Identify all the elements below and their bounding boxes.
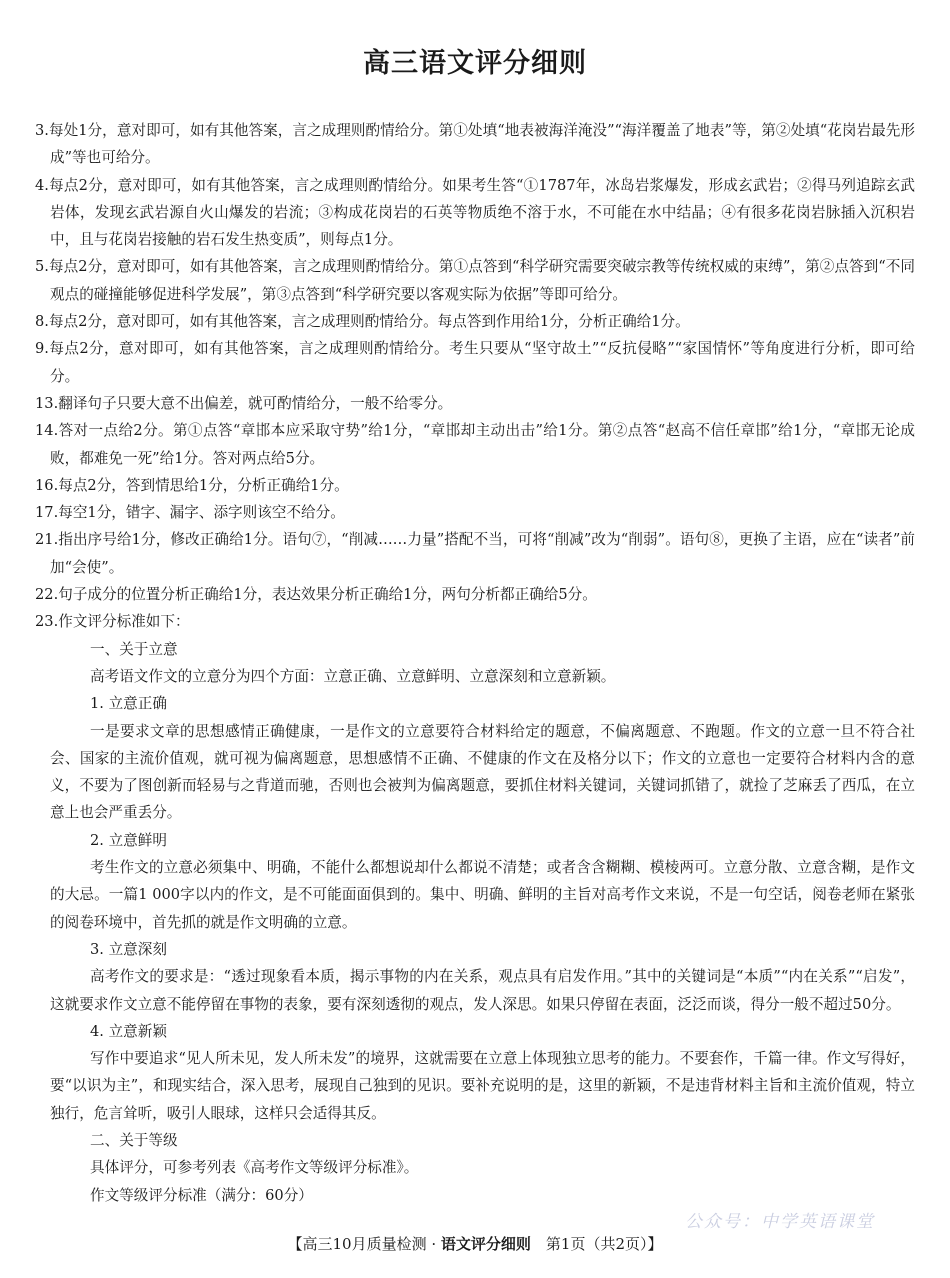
point-heading: 1. 立意正确 <box>90 695 167 713</box>
item-text: 每处1分，意对即可，如有其他答案，言之成理则酌情给分。第①处填“地表被海洋淹没”“海洋覆盖了地表”等，第②处填“花岗岩最先形成”等也可给分。 <box>48 122 915 167</box>
grade-reference-line: 具体评分，可参考列表《高考作文等级评分标准》。 <box>90 1159 419 1177</box>
watermark: 公众号：中学英语课堂 <box>685 1211 875 1232</box>
scoring-item <box>35 117 915 172</box>
scoring-item <box>35 335 915 390</box>
intent-points <box>35 690 915 1127</box>
item-text: 每点2分，答到情思给1分，分析正确给1分。 <box>58 476 349 494</box>
point-heading: 3. 立意深刻 <box>90 940 167 958</box>
grade-standard-caption: 作文等级评分标准（满分：60分） <box>90 1186 313 1204</box>
section-heading-grade: 二、关于等级 <box>90 1131 178 1149</box>
document-title: 高三语文评分细则 <box>363 48 587 79</box>
scoring-item <box>35 390 915 417</box>
scoring-items <box>35 117 915 636</box>
item-number: 21. <box>35 531 59 549</box>
point-paragraph: 考生作文的立意必须集中、明确，不能什么都想说却什么都说不清楚；或者含含糊糊、模棱两可。立意分散、立意含糊，是作文的大忌。一篇1 000字以内的作文，是不可能面面俱到的。集中、明确、鲜明的主旨对高考作文来说，不是一句空话，阅卷老师在紧张的阅卷环境中，首先抓的就是作文明确的立意。 <box>50 859 915 931</box>
item-number: 3. <box>35 122 49 139</box>
item-number: 13. <box>35 394 59 412</box>
item-number: 9. <box>35 340 49 358</box>
item-number: 17. <box>35 504 59 522</box>
scoring-item <box>35 608 915 635</box>
point-paragraph: 高考作文的要求是：“透过现象看本质，揭示事物的内在关系，观点具有启发作用。”其中的关键词是“本质”“内在关系”“启发”，这就要求作文立意不能停留在事物的表象，要有深刻透彻的观点，发人深思。如果只停留在表面，泛泛而谈，得分一般不超过50分。 <box>50 968 915 1013</box>
scoring-item <box>35 472 915 499</box>
footer-bold: 语文评分细则 <box>440 1234 531 1253</box>
item-text: 句子成分的位置分析正确给1分，表达效果分析正确给1分，两句分析都正确给5分。 <box>58 586 597 604</box>
page-footer <box>0 1233 950 1273</box>
point-heading: 4. 立意新颖 <box>90 1022 167 1040</box>
item-text: 答对一点给2分。第①点答“章邯本应采取守势”给1分，“章邯却主动出击”给1分。第②点答“赵高不信任章邯”给1分，“章邯无论成败，都难免一死”给1分。答对两点给5分。 <box>50 422 915 467</box>
section-intro: 高考语文作文的立意分为四个方面：立意正确、立意鲜明、立意深刻和立意新颖。 <box>90 667 616 685</box>
item-number: 14. <box>35 422 59 440</box>
footer-left: 【高三10月质量检测 · <box>287 1234 441 1253</box>
item-number: 16. <box>35 476 59 494</box>
item-text: 每点2分，意对即可，如有其他答案，言之成理则酌情给分。如果考生答“①1787年，冰岛岩浆爆发，形成玄武岩；②得马列追踪玄武岩体，发现玄武岩源自火山爆发的岩流；③构成花岗岩的石英等物质绝不溶于水，不可能在水中结晶；④有很多花岗岩脉插入沉积岩中，且与花岗岩接触的岩石发生热变质”，则每点1分。 <box>48 176 915 249</box>
item-text: 翻译句子只要大意不出偏差，就可酌情给分，一般不给零分。 <box>58 394 453 412</box>
point-paragraph: 一是要求文章的思想感情正确健康，一是作文的立意要符合材料给定的题意，不偏离题意、不跑题。作文的立意一旦不符合社会、国家的主流价值观，就可视为偏离题意，思想感情不正确、不健康的作文在及格分以下；作文的立意也一定要符合材料内含的意义，不要为了图创新而轻易与之背道而驰，否则也会被判为偏离题意，要抓住材料关键词，关键词抓错了，就捡了芝麻丢了西瓜，在立意上也会严重丢分。 <box>50 722 915 822</box>
scoring-item <box>35 526 915 581</box>
document-body <box>35 117 915 1209</box>
item-number: 22. <box>35 586 59 604</box>
item-text: 每空1分，错字、漏字、添字则该空不给分。 <box>58 504 345 522</box>
item-number: 23. <box>35 613 59 631</box>
section-heading-intent: 一、关于立意 <box>90 640 178 658</box>
scoring-item <box>35 253 915 308</box>
item-number: 4. <box>35 176 49 194</box>
point-heading: 2. 立意鲜明 <box>90 831 167 849</box>
scoring-item <box>35 172 915 254</box>
item-text: 指出序号给1分，修改正确给1分。语句⑦，“削减……力量”搭配不当，可将“削减”改为“削弱”。语句⑧，更换了主语，应在“读者”前加“会使”。 <box>50 531 915 576</box>
item-text: 作文评分标准如下： <box>58 613 190 631</box>
item-text: 每点2分，意对即可，如有其他答案，言之成理则酌情给分。第①点答到“科学研究需要突破宗教等传统权威的束缚”，第②点答到“不同观点的碰撞能够促进科学发展”，第③点答到“科学研究要以客观实际为依据”等即可给分。 <box>48 258 915 303</box>
item-text: 每点2分，意对即可，如有其他答案，言之成理则酌情给分。考生只要从“坚守故土”“反抗侵略”“家国情怀”等角度进行分析，即可给分。 <box>48 340 915 385</box>
scoring-item <box>35 417 915 472</box>
footer-right: 第1页（共2页）】 <box>530 1234 663 1253</box>
point-paragraph: 写作中要追求“见人所未见，发人所未发”的境界，这就需要在立意上体现独立思考的能力。不要套作，千篇一律。作文写得好，要“以识为主”，和现实结合，深入思考，展现自己独到的见识。要补充说明的是，这里的新颖，不是违背材料主旨和主流价值观，特立独行，危言耸听，吸引人眼球，这样只会适得其反。 <box>50 1050 915 1122</box>
scoring-item <box>35 581 915 608</box>
item-number: 5. <box>35 258 49 276</box>
scoring-item <box>35 308 915 335</box>
item-number: 8. <box>35 313 49 331</box>
item-text: 每点2分，意对即可，如有其他答案，言之成理则酌情给分。每点答到作用给1分，分析正确给1分。 <box>48 313 690 331</box>
scoring-item <box>35 499 915 526</box>
